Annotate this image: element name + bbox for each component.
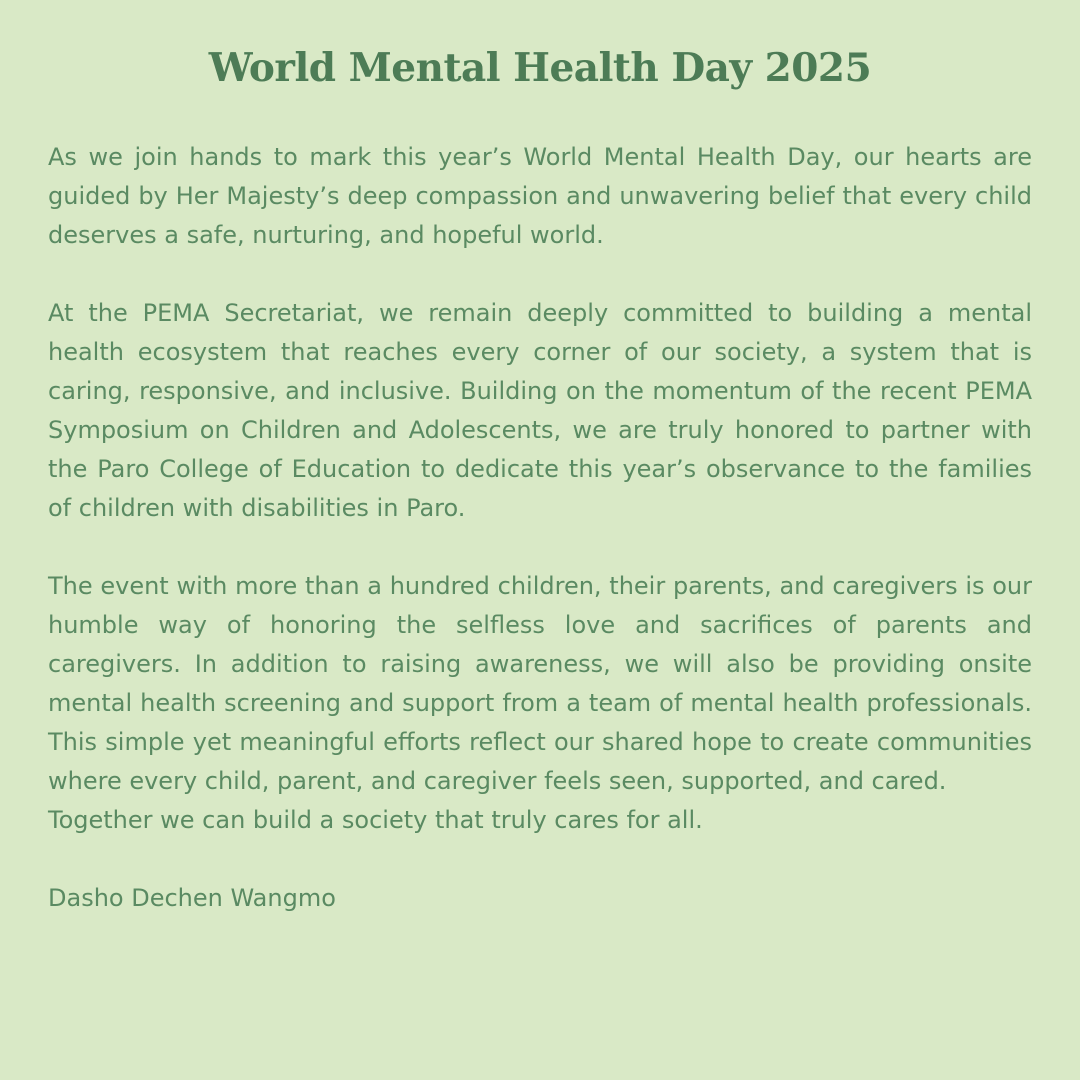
message-body [48, 138, 1032, 918]
page-title: World Mental Health Day 2025 [208, 45, 872, 91]
paragraph-event: The event with more than a hundred children, their parents, and caregivers is our humble way of honoring the selfless love and sacrifices of parents and caregivers. In addition to raising awareness, we will also be providing onsite mental health screening and support from a team of mental health professionals. This simple yet meaningful efforts reflect our shared hope to create communities where every child, parent, and caregiver feels seen, supported, and cared. [48, 572, 1032, 795]
paragraph-spacer [48, 255, 1032, 294]
paragraph-spacer [48, 840, 1032, 879]
paragraph-intro: As we join hands to mark this year’s World Mental Health Day, our hearts are guided by Her Majesty’s deep compassion and unwavering belief that every child deserves a safe, nurturing, and hopeful world. [48, 143, 1032, 249]
signature: Dasho Dechen Wangmo [48, 884, 336, 912]
paragraph-commitment: At the PEMA Secretariat, we remain deeply committed to building a mental health ecosystem that reaches every corner of our society, a system that is caring, responsive, and inclusive. Building on the momentum of the recent PEMA Symposium on Children and Adolescents, we are truly honored to partner with the Paro College of Education to dedicate this year’s observance to the families of children with disabilities in Paro. [48, 299, 1032, 522]
paragraph-spacer [48, 528, 1032, 567]
paragraph-closing: Together we can build a society that truly cares for all. [48, 806, 703, 834]
